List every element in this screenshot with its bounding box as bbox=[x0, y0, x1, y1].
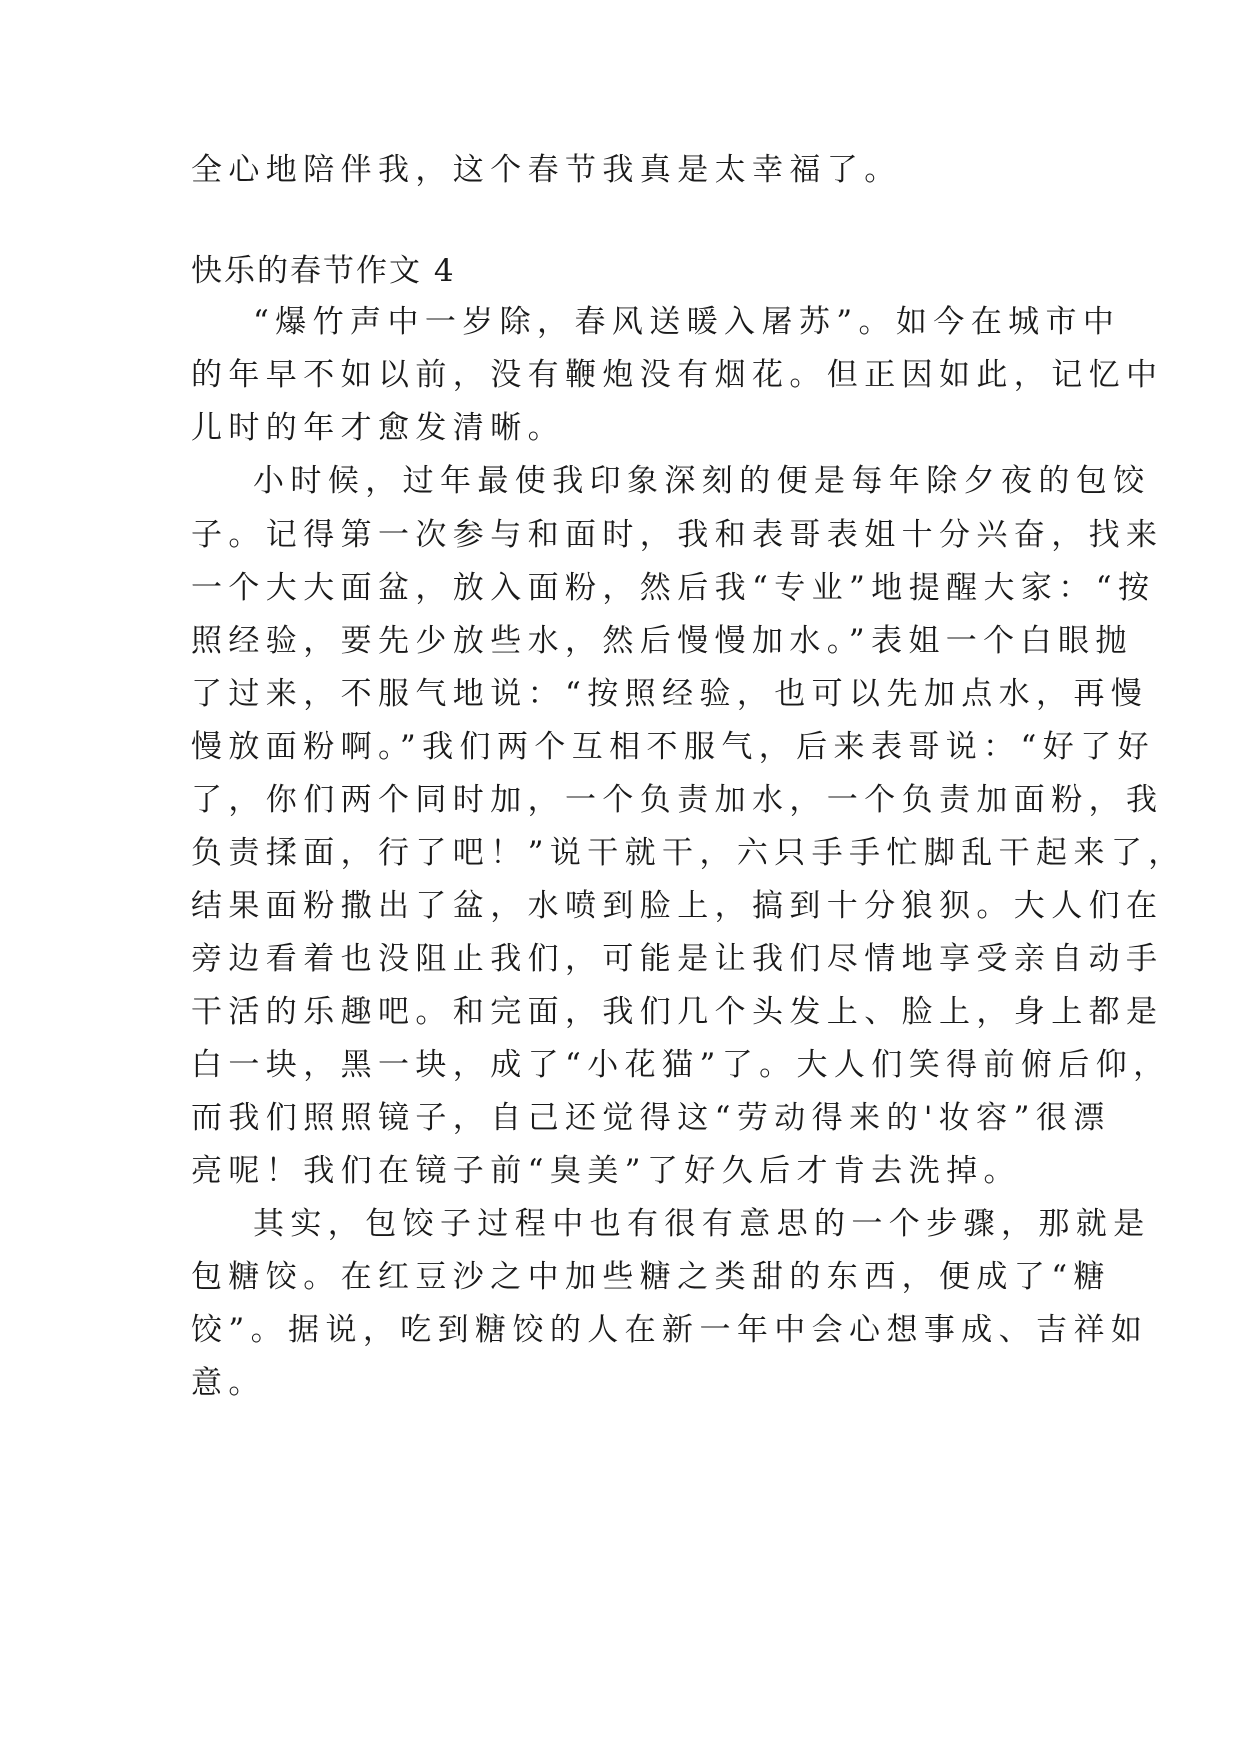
text-line: 饺”。据说，吃到糖饺的人在新一年中会心想事成、吉祥如 bbox=[191, 1312, 1149, 1348]
text-line: 全心地陪伴我，这个春节我真是太幸福了。 bbox=[191, 152, 902, 188]
text-line: “爆竹声中一岁除，春风送暖入屠苏”。如今在城市中 bbox=[253, 304, 1121, 340]
text-line: 意。 bbox=[191, 1365, 266, 1401]
text-line: 一个大大面盆，放入面粉，然后我“专业”地提醒大家：“按 bbox=[191, 570, 1156, 606]
text-line: 结果面粉撒出了盆，水喷到脸上，搞到十分狼狈。大人们在 bbox=[191, 888, 1164, 924]
text-line: 小时候，过年最使我印象深刻的便是每年除夕夜的包饺 bbox=[253, 463, 1151, 499]
text-line: 负责揉面，行了吧！”说干就干，六只手手忙脚乱干起来了， bbox=[191, 835, 1186, 871]
text-line: 旁边看着也没阻止我们，可能是让我们尽情地享受亲自动手 bbox=[191, 941, 1164, 977]
text-line: 子。记得第一次参与和面时，我和表哥表姐十分兴奋，找来 bbox=[191, 517, 1164, 553]
text-line: 其实，包饺子过程中也有很有意思的一个步骤，那就是 bbox=[253, 1206, 1151, 1242]
text-line: 了，你们两个同时加，一个负责加水，一个负责加面粉，我 bbox=[191, 782, 1164, 818]
text-line: 儿时的年才愈发清晰。 bbox=[191, 410, 565, 446]
section-heading: 快乐的春节作文 4 bbox=[191, 253, 456, 289]
text-line: 的年早不如以前，没有鞭炮没有烟花。但正因如此，记忆中 bbox=[191, 357, 1164, 393]
text-line: 照经验，要先少放些水，然后慢慢加水。”表姐一个白眼抛 bbox=[191, 623, 1133, 659]
text-line: 白一块，黑一块，成了“小花猫”了。大人们笑得前俯后仰， bbox=[191, 1047, 1171, 1083]
text-line: 而我们照照镜子，自己还觉得这“劳动得来的'妆容”很漂 bbox=[191, 1100, 1111, 1136]
text-line: 亮呢！我们在镜子前“臭美”了好久后才肯去洗掉。 bbox=[191, 1153, 1021, 1189]
text-line: 干活的乐趣吧。和完面，我们几个头发上、脸上，身上都是 bbox=[191, 994, 1164, 1030]
text-line: 慢放面粉啊。”我们两个互相不服气，后来表哥说：“好了好 bbox=[191, 729, 1155, 765]
text-line: 了过来，不服气地说：“按照经验，也可以先加点水，再慢 bbox=[191, 676, 1149, 712]
text-line: 包糖饺。在红豆沙之中加些糖之类甜的东西，便成了“糖 bbox=[191, 1259, 1111, 1295]
